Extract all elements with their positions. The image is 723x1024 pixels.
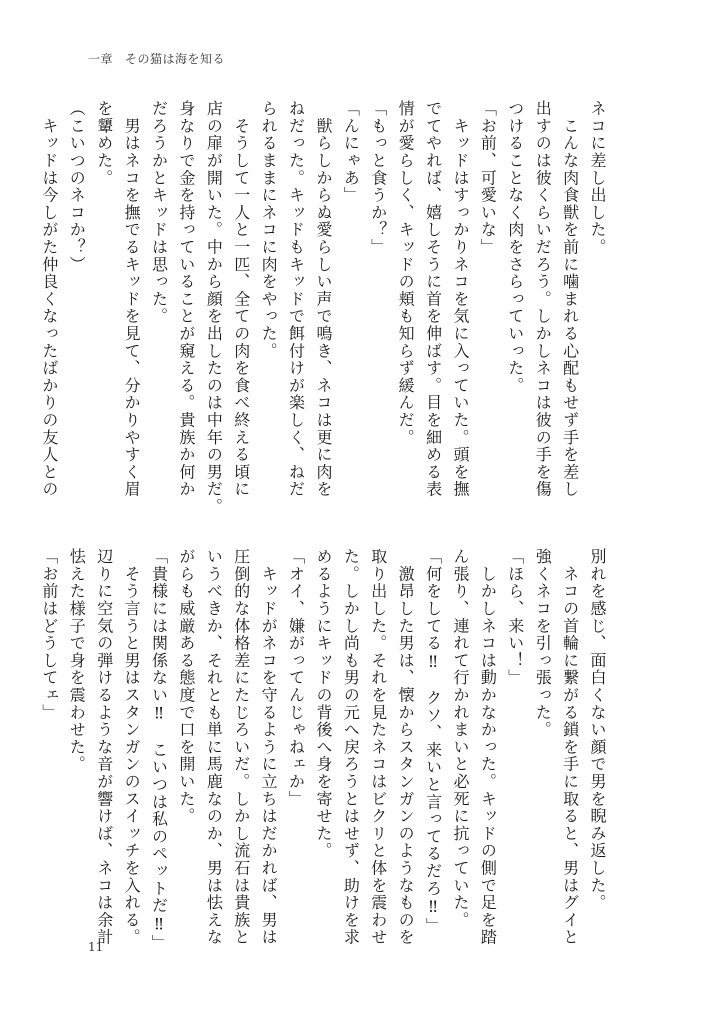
text-line: 獣らしからぬ愛らしい声で鳴き、ネコは更に肉を: [313, 100, 333, 498]
text-line: つけることなく肉をさらっていった。: [505, 100, 525, 395]
text-line: 「お前はどうしてェ」: [39, 548, 59, 721]
upper-text-block: [35, 100, 611, 516]
text-line: そう言うと男はスタンガンのスイッチを入れる。: [122, 548, 142, 946]
text-line: 「もっと食うか？」: [368, 100, 388, 256]
text-line: 激昂した男は、懐からスタンガンのようなものを: [396, 548, 416, 946]
text-line: でてやれば、嬉しそうに首を伸ばす。目を細める表: [423, 100, 443, 498]
text-line: 店の扉が開いた。中から顔を出したのは中年の男だ。: [204, 100, 224, 516]
chapter-label: 一章: [88, 52, 114, 66]
text-line: 出すのは彼くらいだろう。しかしネコは彼の手を傷: [533, 100, 553, 498]
text-line: いうべきか、それとも単に馬鹿なのか、男は怯えな: [204, 548, 224, 946]
text-line: こんな肉食獣を前に噛まれる心配もせず手を差し: [560, 100, 580, 498]
text-line: 「何をしてる‼ クソ、来いと言ってるだろ‼」: [423, 548, 443, 935]
text-line: （こいつのネコか？）: [67, 100, 87, 273]
text-line: 辺りに空気の弾けるような音が響けば、ネコは余計: [94, 548, 114, 946]
text-line: めるようにキッドの背後へ身を寄せた。: [313, 548, 333, 860]
text-line: 身なりで金を持っていることが窺える。貴族か何か: [176, 100, 196, 498]
text-line: そうして一人と一匹、全ての肉を食べ終える頃に: [231, 100, 251, 498]
text-line: キッドはすっかりネコを気に入っていた。頭を撫: [450, 100, 470, 498]
text-line: 「んにゃあ」: [341, 100, 361, 204]
text-line: を顰めた。: [94, 100, 114, 187]
text-line: た。しかし尚も男の元へ戻ろうとはせず、助けを求: [341, 548, 361, 946]
text-line: キッドがネコを守るように立ちはだかれば、男は: [259, 548, 279, 946]
text-line: 「ほら、来い！」: [505, 548, 525, 687]
text-line: 「オイ、嫌がってんじゃねェか」: [286, 548, 306, 808]
text-line: しかしネコは動かなかった。キッドの側で足を踏: [478, 548, 498, 946]
text-line: 情が愛らしく、キッドの頬も知らず緩んだ。: [396, 100, 416, 446]
running-header: [88, 50, 237, 67]
text-line: ねだった。キッドもキッドで餌付けが楽しく、ねだ: [286, 100, 306, 498]
text-line: キッドは今しがた仲良くなったばかりの友人との: [39, 100, 59, 498]
text-line: 怯えた様子で身を震わせた。: [67, 548, 87, 773]
text-line: られるままにネコに肉をやった。: [259, 100, 279, 360]
text-line: ん張り、連れて行かれまいと必死に抗っていた。: [450, 548, 470, 929]
text-line: ネコに差し出した。: [588, 100, 607, 256]
text-line: 「貴様には関係ない‼ こいつは私のペットだ‼」: [149, 548, 169, 952]
text-line: ネコの首輪に繋がる鎖を手に取ると、男はグイと: [560, 548, 580, 946]
chapter-title: その猫は海を知る: [125, 52, 226, 66]
text-line: がらも威厳ある態度で口を開いた。: [176, 548, 196, 825]
text-line: だろうかとキッドは思った。: [149, 100, 169, 325]
text-line: 別れを感じ、面白くない顔で男を睨み返した。: [588, 548, 607, 912]
text-line: 圧倒的な体格差にたじろいだ。しかし流石は貴族と: [231, 548, 251, 946]
text-line: 「お前、可愛いな」: [478, 100, 498, 256]
text-line: 男はネコを撫でるキッドを見て、分かりやすく眉: [122, 100, 142, 498]
text-line: 強くネコを引っ張った。: [533, 548, 553, 739]
text-line: 取り出した。それを見たネコはビクリと体を震わせ: [368, 548, 388, 946]
page-number: 11: [88, 940, 104, 954]
